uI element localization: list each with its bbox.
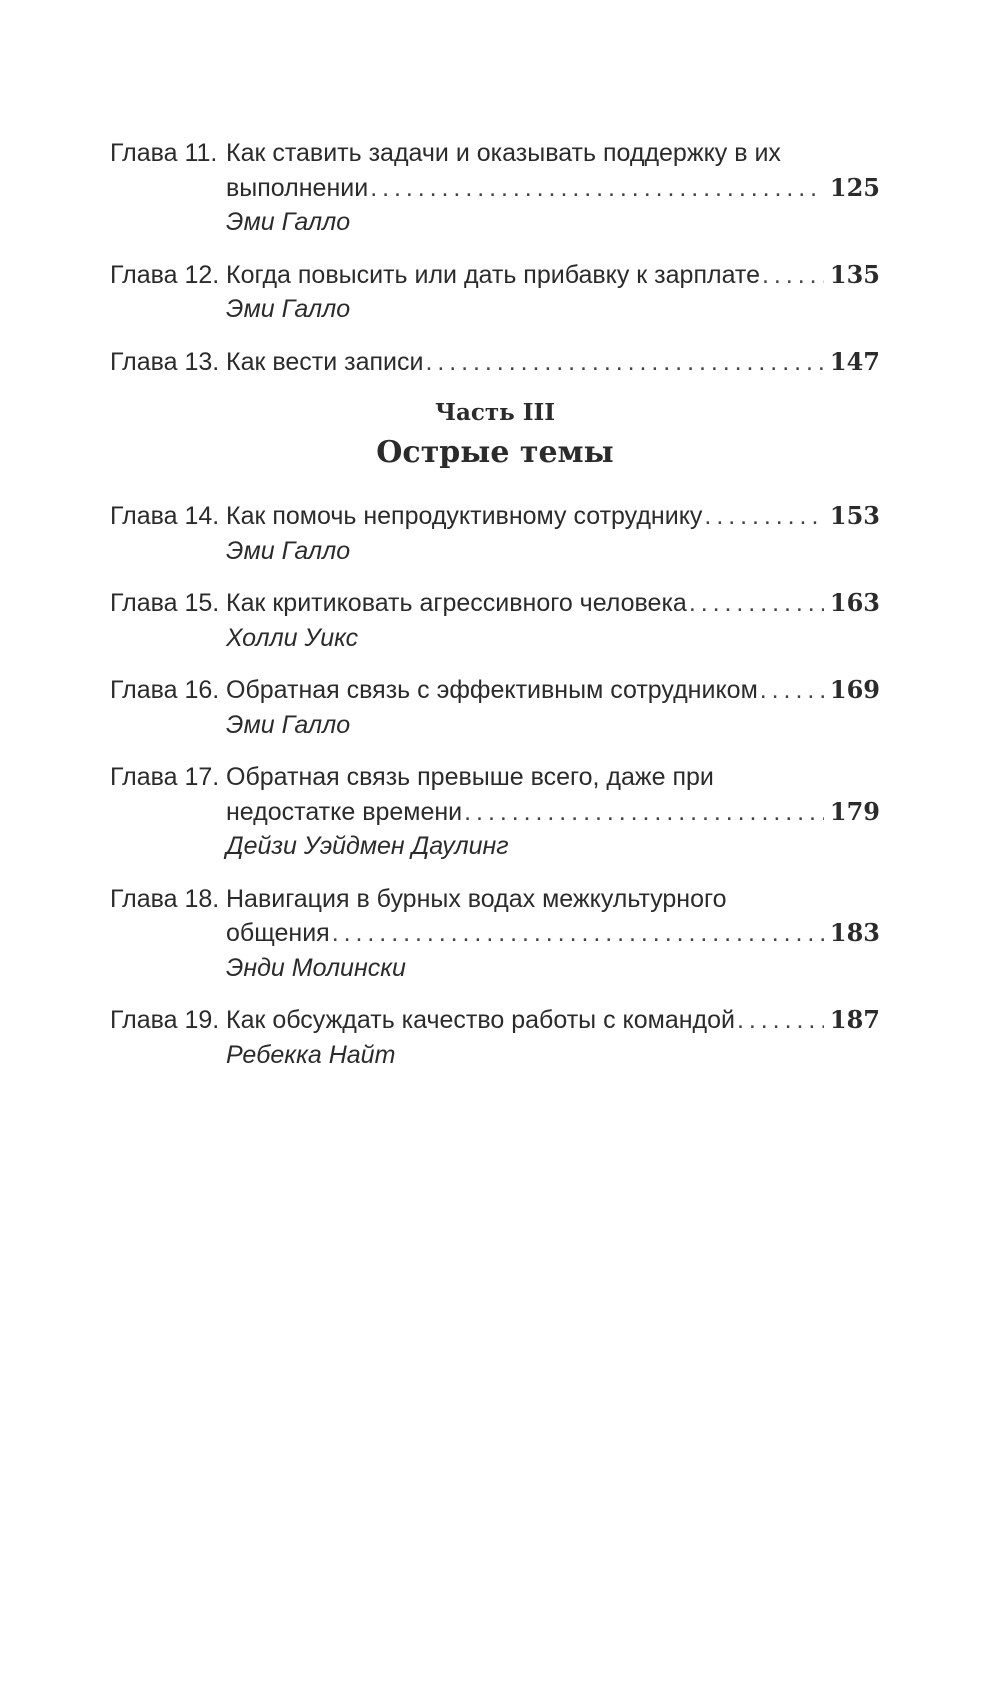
toc-entry-chapter-15[interactable] bbox=[110, 586, 880, 655]
chapter-label: Глава 18. bbox=[110, 884, 220, 913]
dot-leader bbox=[737, 1003, 824, 1038]
chapter-author: Эми Галло bbox=[226, 208, 351, 236]
page-number: 125 bbox=[829, 172, 880, 202]
chapter-title: Как вести записи bbox=[226, 347, 424, 376]
chapter-title-line: Обратная связь превыше всего, даже при bbox=[226, 763, 714, 791]
chapter-title-line: Навигация в бурных водах межкультурного bbox=[226, 884, 727, 913]
chapter-author: Дейзи Уэйдмен Даулинг bbox=[226, 832, 509, 860]
chapter-author: Эми Галло bbox=[226, 536, 351, 565]
dot-leader bbox=[689, 586, 824, 621]
chapter-author: Эми Галло bbox=[226, 295, 351, 323]
page-number: 147 bbox=[829, 346, 880, 376]
toc-entry-chapter-16[interactable] bbox=[110, 673, 880, 742]
page-number: 153 bbox=[829, 501, 880, 530]
dot-leader bbox=[425, 345, 823, 380]
chapter-title-line: Как ставить задачи и оказывать поддержку в их bbox=[226, 139, 781, 167]
page-number: 187 bbox=[829, 1005, 880, 1034]
page-number: 135 bbox=[829, 259, 880, 289]
chapter-label: Глава 11. bbox=[110, 139, 218, 167]
page-number: 163 bbox=[829, 588, 880, 617]
toc-entry-chapter-17[interactable] bbox=[110, 760, 880, 864]
toc-entry-chapter-14[interactable] bbox=[110, 499, 880, 568]
chapter-title: Как критиковать агрессивного человека bbox=[226, 589, 687, 617]
chapter-label: Глава 19. bbox=[110, 1006, 220, 1034]
page-number: 169 bbox=[829, 675, 880, 704]
chapter-author: Ребекка Найт bbox=[226, 1040, 396, 1069]
dot-leader bbox=[704, 499, 823, 534]
chapter-title-last-line: общения bbox=[226, 919, 330, 947]
chapter-title-last-line: недостатке времени bbox=[226, 797, 463, 826]
toc-entry-chapter-18[interactable] bbox=[110, 882, 880, 986]
chapter-title-last-line: выполнении bbox=[226, 173, 369, 202]
chapter-label: Глава 12. bbox=[110, 260, 220, 289]
dot-leader bbox=[370, 171, 824, 206]
table-of-contents bbox=[110, 136, 880, 1072]
dot-leader bbox=[332, 916, 824, 951]
page-number: 179 bbox=[829, 796, 880, 826]
toc-entry-chapter-12[interactable] bbox=[110, 258, 880, 327]
toc-entry-chapter-19[interactable] bbox=[110, 1003, 880, 1072]
chapter-title: Обратная связь с эффективным сотрудником bbox=[226, 676, 758, 704]
dot-leader bbox=[464, 795, 824, 830]
chapter-label: Глава 13. bbox=[110, 347, 220, 376]
chapter-author: Энди Молински bbox=[226, 953, 406, 982]
chapter-title: Как помочь непродуктивному сотруднику bbox=[226, 502, 703, 530]
part-heading bbox=[110, 395, 880, 475]
part-title: Острые темы bbox=[376, 435, 614, 470]
chapter-label: Глава 17. bbox=[110, 763, 220, 791]
dot-leader bbox=[760, 673, 824, 708]
toc-entry-chapter-11[interactable] bbox=[110, 136, 880, 240]
part-number: Часть III bbox=[434, 399, 556, 426]
toc-entry-chapter-13[interactable] bbox=[110, 345, 880, 380]
chapter-title: Как обсуждать качество работы с командой bbox=[226, 1006, 735, 1034]
chapter-label: Глава 14. bbox=[110, 502, 220, 530]
chapter-author: Холли Уикс bbox=[226, 623, 359, 652]
chapter-title: Когда повысить или дать прибавку к зарплате bbox=[226, 260, 761, 289]
chapter-label: Глава 16. bbox=[110, 676, 220, 704]
dot-leader bbox=[762, 258, 824, 293]
page-number: 183 bbox=[829, 918, 880, 947]
chapter-author: Эми Галло bbox=[226, 710, 351, 739]
chapter-label: Глава 15. bbox=[110, 589, 220, 617]
